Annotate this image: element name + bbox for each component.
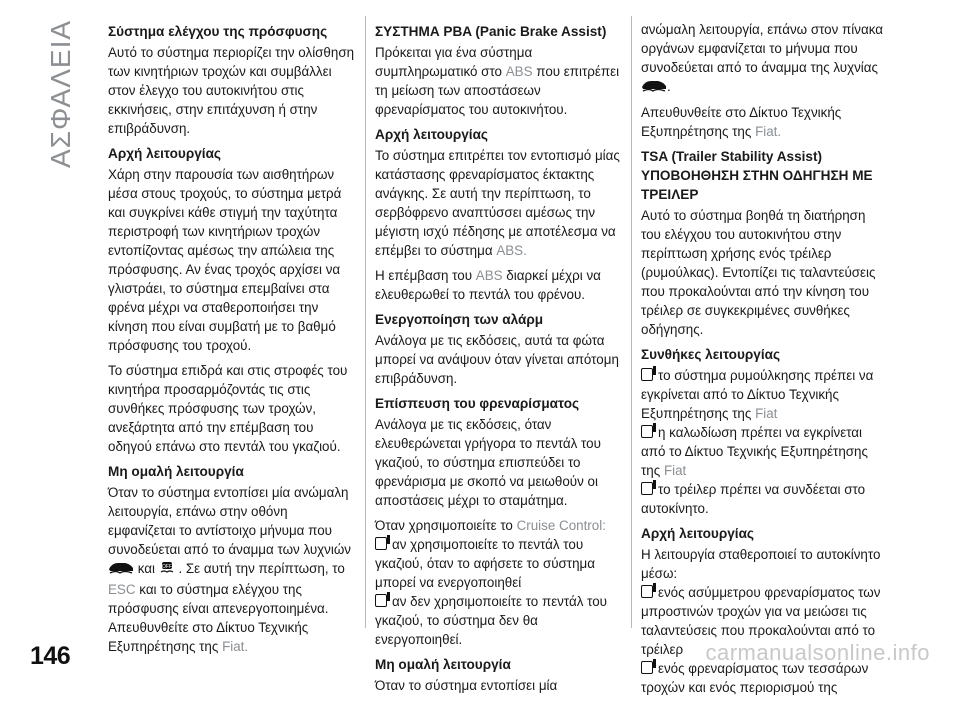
watermark: carmanualsonline.info bbox=[705, 640, 930, 665]
paragraph-cruise bbox=[375, 516, 627, 535]
side-title-text: ΑΣΦΑΛΕΙΑ bbox=[45, 19, 76, 168]
skid-car-off-icon bbox=[159, 559, 175, 580]
esc-term: ESC bbox=[108, 582, 136, 597]
check-bullet-icon bbox=[641, 368, 653, 381]
bullet-text: ενός ασύμμετρου φρεναρίσματος των μπροστινών τροχών για να μειώσει τις ταλαντεύσεις που προκαλούνται από το τρέιλερ bbox=[641, 584, 881, 657]
paragraph-pba-malfunction: Όταν το σύστημα εντοπίσει μία bbox=[375, 678, 558, 693]
malfunction-text-and: και bbox=[137, 561, 155, 577]
column-divider-1 bbox=[365, 16, 366, 628]
bullet-item bbox=[641, 423, 886, 480]
bullet-text: η καλωδίωση πρέπει να εγκρίνεται από το Δίκτυο Τεχνικής Εξυπηρέτησης της bbox=[641, 424, 868, 478]
continued-text: ανώμαλη λειτουργία, επάνω στον πίνακα οργάνων εμφανίζεται το μήνυμα που συνοδεύεται από το άναμμα της λυχνίας bbox=[641, 22, 883, 75]
paragraph-traction-intro: Αυτό το σύστημα περιορίζει την ολίσθηση των κινητήριων τροχών και συμβάλλει στον έλεγχο του αυτοκινήτου στις εκκινήσεις, στην επιτάχυνση ή στην επιβράδυνση. bbox=[108, 45, 355, 136]
bullet-item bbox=[641, 480, 886, 518]
cruise-text: Όταν χρησιμοποιείτε το bbox=[375, 518, 513, 533]
paragraph-alarm: Ανάλογα με τις εκδόσεις, αυτά τα φώτα μπορεί να ανάψουν όταν γίνεται απότομη επιβράδυνση. bbox=[375, 333, 619, 386]
abs-term: ABS bbox=[505, 64, 533, 79]
heading-pba-malfunction: Μη ομαλή λειτουργία bbox=[375, 657, 511, 672]
check-bullet-icon bbox=[641, 425, 653, 438]
check-bullet-icon bbox=[641, 585, 653, 598]
check-bullet-icon bbox=[641, 661, 653, 674]
cruise-control-term: Cruise Control: bbox=[516, 518, 606, 533]
heading-pba-principle: Αρχή λειτουργίας bbox=[375, 127, 488, 142]
check-bullet-icon bbox=[375, 537, 387, 550]
malfunction-text-c: . Σε αυτή την περίπτωση, το bbox=[178, 561, 345, 577]
bullet-text: αν δεν χρησιμοποιείτε το πεντάλ του γκαζιού, το σύστημα δεν θα ενεργοποιηθεί. bbox=[375, 594, 607, 647]
paragraph-contact bbox=[641, 103, 886, 141]
fiat-term-2: Fiat. bbox=[755, 123, 782, 139]
check-bullet-icon bbox=[641, 482, 653, 495]
bullet-text: το τρέιλερ πρέπει να συνδέεται στο αυτοκίνητο. bbox=[641, 481, 866, 516]
heading-traction-control: Σύστημα ελέγχου της πρόσφυσης bbox=[108, 24, 328, 39]
bullet-text: ενός φρεναρίσματος των τεσσάρων τροχών και ενός περιορισμού της bbox=[641, 660, 869, 695]
paragraph-pba-intro bbox=[375, 43, 627, 119]
bullet-text: αν χρησιμοποιείτε το πεντάλ του γκαζιού, όταν το αφήσετε το σύστημα μπορεί να ενεργοποιηθεί bbox=[375, 537, 595, 590]
bullet-item bbox=[375, 535, 627, 592]
heading-tsa: TSA (Trailer Stability Assist) ΥΠΟΒΟΗΘΗΣΗ ΣΤΗΝ ΟΔΗΓΗΣΗ ΜΕ ΤΡΕΙΛΕΡ bbox=[641, 148, 873, 202]
contact-text: Απευθυνθείτε στο Δίκτυο Τεχνικής Εξυπηρέτησης της bbox=[641, 104, 842, 139]
paragraph-malfunction bbox=[108, 483, 358, 656]
side-title-svg bbox=[30, 18, 90, 178]
column-3 bbox=[641, 20, 886, 703]
paragraph-braking-accel: Ανάλογα με τις εκδόσεις, όταν ελευθερώνεται γρήγορα το πεντάλ του γκαζιού, το σύστημα επισπεύδει το φρενάρισμα με σκοπό να μειωθούν οι αποστάσεις μέχρι το σταμάτημα. bbox=[375, 417, 601, 508]
bullet-text: το σύστημα ρυμούλκησης πρέπει να εγκρίνεται από το Δίκτυο Τεχνικής Εξυπηρέτησης της bbox=[641, 367, 874, 421]
fiat-term-3: Fiat bbox=[755, 405, 778, 421]
bullet-item bbox=[375, 592, 627, 649]
pba-intro-a: Πρόκειται για ένα σύστημα συμπληρωματικό στο bbox=[375, 45, 533, 79]
pba-principle-text: Το σύστημα επιτρέπει τον εντοπισμό μίας κατάστασης φρεναρίσματος έκτακτης ανάγκης. Σε αυτή την περίπτωση, το σερβόφρενο αναπτύσσει αμέσως την μέγιστη ισχύ πέδησης με αποτέλεσμα να επέμβει το σύστημα bbox=[375, 148, 620, 258]
column-divider-2 bbox=[631, 16, 632, 628]
continued-end: . bbox=[667, 79, 671, 94]
paragraph-stabilize: Η λειτουργία σταθεροποιεί το αυτοκίνητο μέσω: bbox=[641, 546, 881, 581]
skid-car-warning-icon bbox=[108, 560, 134, 579]
pba-intro-b: που επιτρέπει τη μείωση των αποστάσεων φρεναρίσματος του αυτοκινήτου. bbox=[375, 64, 620, 117]
paragraph-abs-duration bbox=[375, 266, 627, 304]
check-bullet-icon bbox=[375, 594, 387, 607]
heading-alarm: Ενεργοποίηση των αλάρμ bbox=[375, 312, 544, 327]
heading-tsa-principle: Αρχή λειτουργίας bbox=[641, 525, 754, 541]
page-number: 146 bbox=[30, 642, 71, 670]
brake-warning-icon bbox=[641, 78, 667, 97]
svg-text:OFF: OFF bbox=[161, 564, 172, 570]
heading-braking-accel: Επίσπευση του φρεναρίσματος bbox=[375, 396, 580, 411]
abs-duration-a: Η επέμβαση του bbox=[375, 268, 473, 283]
paragraph-tsa: Αυτό το σύστημα βοηθά τη διατήρηση του ελέγχου του αυτοκινήτου στην περίπτωση χρήσης ενός τρέιλερ (ρυμούλκας). Εντοπίζει τις ταλαντεύσεις που προκαλούνται από την κίνηση του τρέιλερ σε συγκεκριμένες συνθήκες οδήγησης. bbox=[641, 207, 876, 337]
heading-conditions: Συνθήκες λειτουργίας bbox=[641, 346, 781, 362]
heading-principle: Αρχή λειτουργίας bbox=[108, 146, 221, 161]
fiat-term-4: Fiat bbox=[663, 462, 687, 478]
column-1 bbox=[108, 20, 358, 662]
fiat-term: Fiat. bbox=[222, 639, 249, 654]
side-section-title bbox=[30, 18, 90, 178]
malfunction-text-d: και το σύστημα ελέγχου της πρόσφυσης είναι απενεργοποιημένα. Απευθυνθείτε στο Δίκτυο Τεχνικής Εξυπηρέτησης της bbox=[108, 582, 329, 654]
bullet-item bbox=[641, 366, 886, 423]
column-2 bbox=[375, 20, 627, 701]
abs-duration-b: διαρκεί μέχρι να ελευθερωθεί το πεντάλ του φρένου. bbox=[375, 268, 601, 302]
heading-malfunction: Μη ομαλή λειτουργία bbox=[108, 464, 244, 479]
malfunction-text-a: Όταν το σύστημα εντοπίσει μία ανώμαλη λειτουργία, επάνω στην οθόνη εμφανίζεται το αντίστοιχο μήνυμα που συνοδεύεται από το άναμμα των λυχνιών bbox=[108, 485, 351, 557]
abs-term-3: ABS bbox=[475, 268, 503, 283]
abs-term-2: ABS. bbox=[496, 243, 527, 258]
paragraph-principle: Χάρη στην παρουσία των αισθητήρων μέσα στους τροχούς, το σύστημα μετρά και συγκρίνει κάθε στιγμή την ταχύτητα περιστροφή των κινητήριων τροχών εντοπίζοντας αμέσως την απώλεια της πρόσφυσης. Αν ένας τροχός αρχίσει να γλιστράει, το σύστημα επεμβαίνει στα φρένα μέχρι να σταθεροποιήσει την κίνηση που είναι συμβατή με το βαθμό πρόσφυσης του τροχού. bbox=[108, 167, 342, 353]
heading-pba: ΣΥΣΤΗΜΑ PBA (Panic Brake Assist) bbox=[375, 24, 607, 39]
paragraph-pba-principle bbox=[375, 146, 627, 260]
paragraph-engine: Το σύστημα επιδρά και στις στροφές του κινητήρα προσαρμόζοντάς τις στις συνθήκες πρόσφυσης των τροχών, ανεξάρτητα από την επέμβαση του οδηγού επάνω στο πεντάλ του γκαζιού. bbox=[108, 363, 348, 454]
paragraph-continued bbox=[641, 20, 886, 97]
